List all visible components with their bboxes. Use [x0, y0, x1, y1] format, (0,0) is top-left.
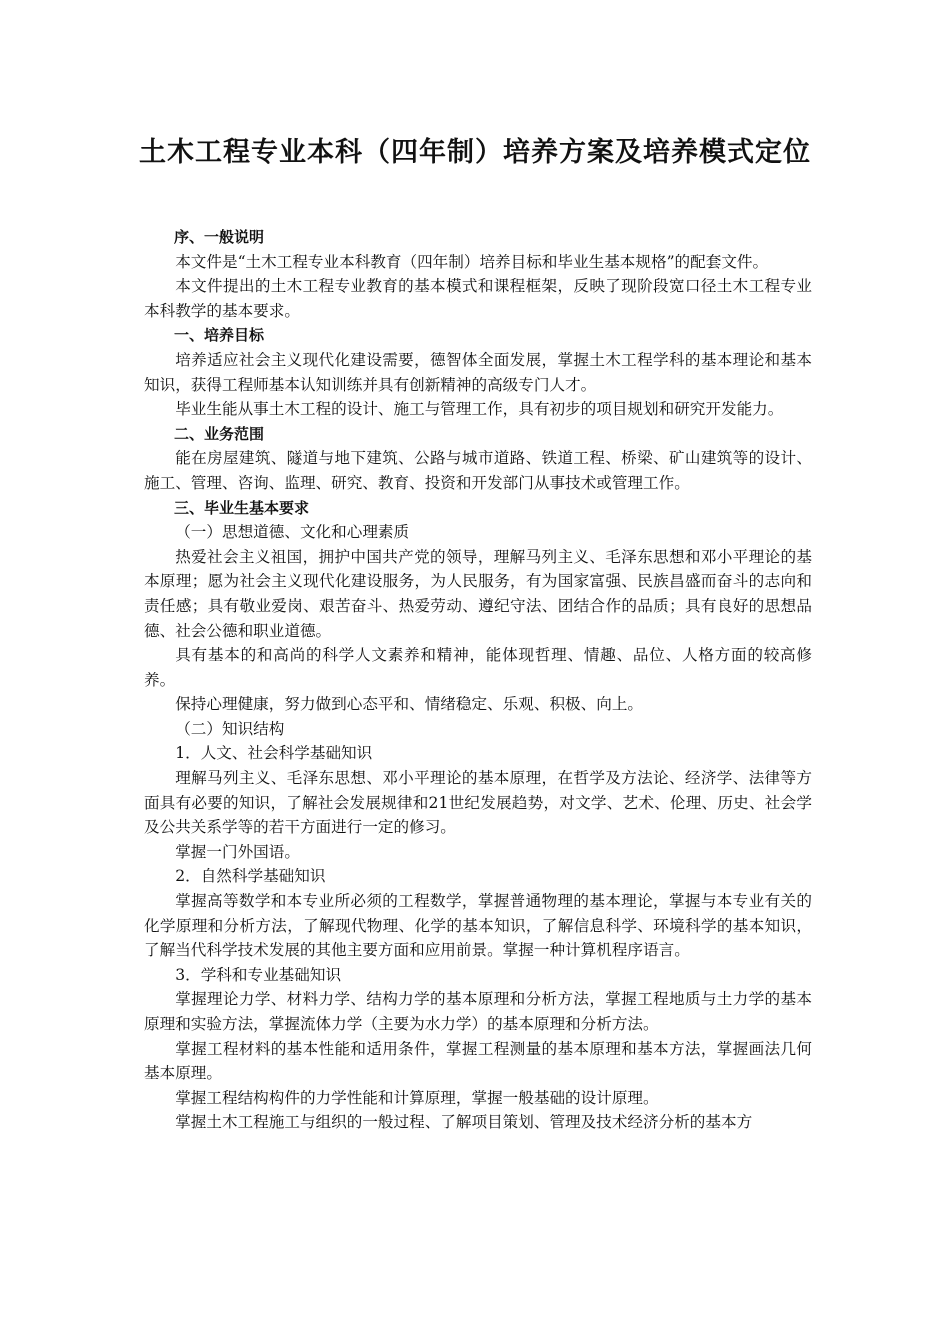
section-heading: 序、一般说明: [174, 228, 265, 246]
section-heading: 一、培养目标: [174, 326, 265, 345]
paragraph: （一）思想道德、文化和心理素质: [175, 523, 410, 542]
paragraph: 培养适应社会主义现代化建设需要，德智体全面发展，掌握土木工程学科的基本理论和基本知识，获得工程师基本认知训练并具有创新精神的高级专门人才。: [144, 350, 812, 394]
paragraph: （二）知识结构: [175, 719, 285, 738]
paragraph: 掌握高等数学和本专业所必须的工程数学，掌握普通物理的基本理论，掌握与本专业有关的化学原理和分析方法，了解现代物理、化学的基本知识，了解信息科学、环境科学的基本知识，了解当代科学技术发展的其他主要方面和应用前景。掌握一种计算机程序语言。: [144, 892, 812, 960]
document-body: [144, 225, 812, 1135]
paragraph: 具有基本的和高尚的科学人文素养和精神，能体现哲理、情趣、品位、人格方面的较高修养。: [144, 646, 812, 689]
paragraph: 本文件是“土木工程专业本科教育（四年制）培养目标和毕业生基本规格”的配套文件。: [175, 252, 769, 271]
paragraph: 掌握理论力学、材料力学、结构力学的基本原理和分析方法，掌握工程地质与土力学的基本原理和实验方法，掌握流体力学（主要为水力学）的基本原理和分析方法。: [144, 990, 812, 1033]
paragraph: 2．自然科学基础知识: [175, 867, 326, 886]
paragraph: 理解马列主义、毛泽东思想、邓小平理论的基本原理，在哲学及方法论、经济学、法律等方面具有必要的知识，了解社会发展规律和21世纪发展趋势，对文学、艺术、伦理、历史、社会学及公共关系学等的若干方面进行一定的修习。: [144, 769, 812, 837]
paragraph: 1．人文、社会科学基础知识: [175, 744, 373, 763]
paragraph: 掌握工程结构构件的力学性能和计算原理，掌握一般基础的设计原理。: [175, 1088, 659, 1107]
paragraph: 掌握工程材料的基本性能和适用条件，掌握工程测量的基本原理和基本方法，掌握画法几何基本原理。: [144, 1039, 812, 1083]
paragraph: 热爱社会主义祖国，拥护中国共产党的领导，理解马列主义、毛泽东思想和邓小平理论的基本原理；愿为社会主义现代化建设服务，为人民服务，有为国家富强、民族昌盛而奋斗的志向和责任感；具有敬业爱岗、艰苦奋斗、热爱劳动、遵纪守法、团结合作的品质；具有良好的思想品德、社会公德和职业道德。: [144, 547, 812, 640]
page-title: 土木工程专业本科（四年制）培养方案及培养模式定位: [139, 137, 811, 168]
section-heading: 三、毕业生基本要求: [174, 498, 310, 517]
paragraph: 保持心理健康，努力做到心态平和、情绪稳定、乐观、积极、向上。: [175, 695, 644, 714]
paragraph: 能在房屋建筑、隧道与地下建筑、公路与城市道路、铁道工程、桥梁、矿山建筑等的设计、施工、管理、咨询、监理、研究、教育、投资和开发部门从事技术或管理工作。: [144, 449, 812, 492]
paragraph: 毕业生能从事土木工程的设计、施工与管理工作，具有初步的项目规划和研究开发能力。: [175, 400, 784, 419]
section-heading: 二、业务范围: [174, 424, 265, 443]
paragraph: 掌握土木工程施工与组织的一般过程、了解项目策划、管理及技术经济分析的基本方: [175, 1113, 753, 1132]
paragraph: 本文件提出的土木工程专业教育的基本模式和课程框架，反映了现阶段宽口径土木工程专业本科教学的基本要求。: [144, 277, 812, 320]
paragraph: 3．学科和专业基础知识: [175, 965, 342, 984]
paragraph: 掌握一门外国语。: [175, 842, 300, 861]
